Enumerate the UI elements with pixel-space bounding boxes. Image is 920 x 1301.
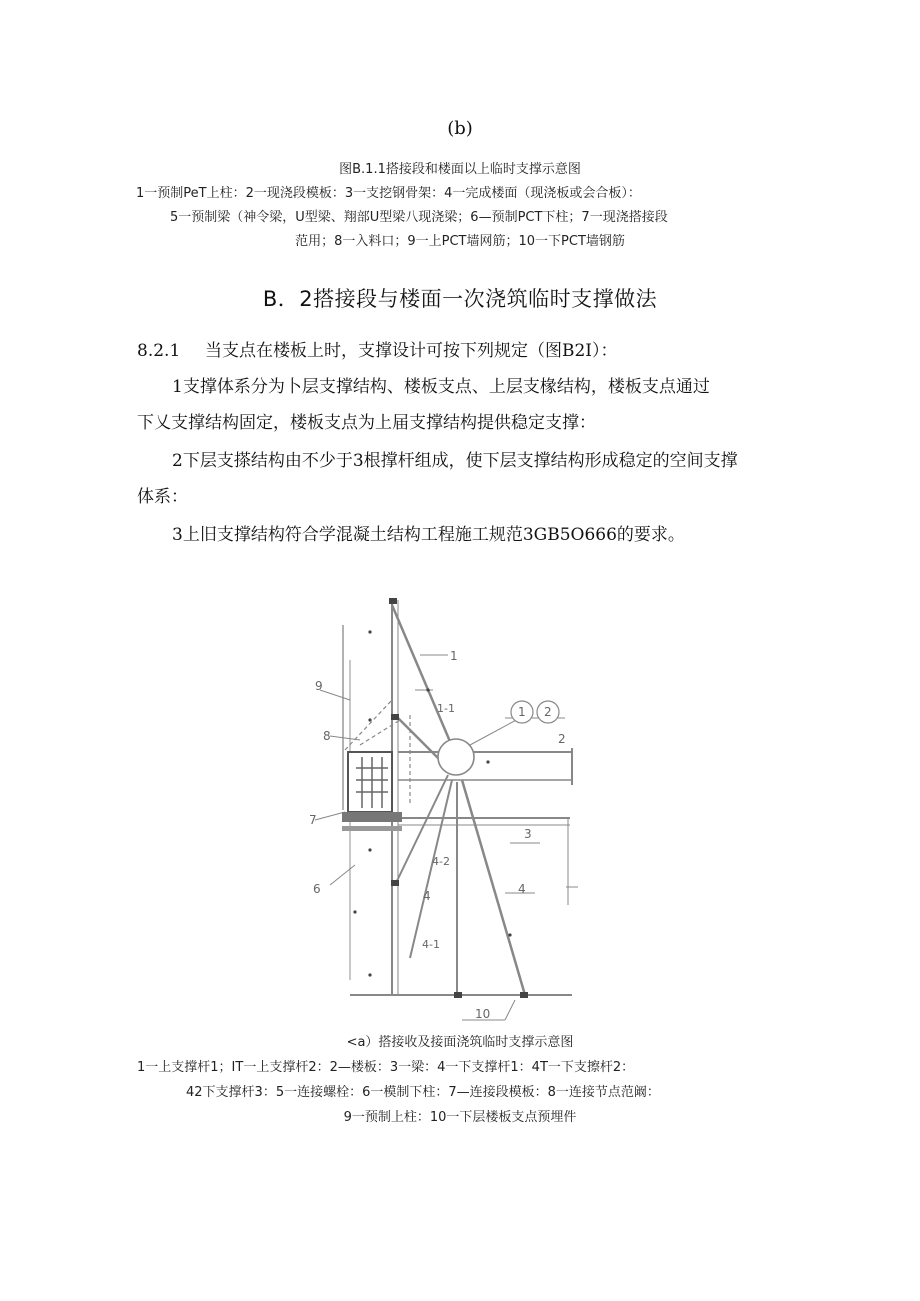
label-circle-1: 1 xyxy=(518,705,526,719)
figure-a-legend-line: 1一上支撑杆1；IT一上支撑杆2：2—楼板：3一梁：4一下支撑杆1：4T一下支擦杆2： xyxy=(137,1060,635,1075)
upper-brace-2 xyxy=(395,715,442,762)
figure-b-legend-line: 范用；8一入料口；9一上PCT墙网筋；10一下PCT墙钢筋 xyxy=(295,234,625,249)
label-10: 10 xyxy=(475,1007,491,1021)
label-3: 3 xyxy=(524,827,532,841)
lower-brace-b xyxy=(410,780,452,958)
label-7: 7 xyxy=(309,813,317,827)
figure-b-legend-line: 5一预制梁（神令梁，U型梁、翔部U型梁八现浇梁；6—预制PCT下柱；7一现浇搭接段 xyxy=(170,210,668,225)
label-9: 9 xyxy=(315,679,323,693)
joint-form-plate xyxy=(342,812,402,822)
figure-a-legend-line: 9一预制上柱：10一下层楼板支点预埋件 xyxy=(343,1110,577,1125)
figure-b-legend-line: 1一预制PeT上柱：2一现浇段模板：3一支挖钢骨架：4一完成楼面（现浇板或会合板）： xyxy=(136,186,641,201)
label-8: 8 xyxy=(323,729,331,743)
label-4-lower: 4 xyxy=(423,889,431,903)
clause-item-3: 3上旧支撑结构符合学混凝土结构工程施工规范3GB5O666的要求。 xyxy=(172,525,685,545)
figure-a-legend-line: 42下支撑杆3：5一连接螺栓：6一模制下柱：7—连接段模板：8一连接节点范阚： xyxy=(186,1085,660,1100)
dashed-line-9a xyxy=(345,700,392,750)
label-4: 4 xyxy=(518,882,526,896)
clause-number: 8.2.1 xyxy=(137,341,181,361)
label-2: 2 xyxy=(558,732,566,746)
clause-item-1-cont: 下乂支撑结构固定，楼板支点为上届支撑结构提供稳定支撑： xyxy=(137,413,596,433)
joint-formwork-box xyxy=(348,752,392,812)
upper-brace-1 xyxy=(392,605,457,758)
figure-a-caption-title: <a）搭接收及接面浇筑临时支撑示意图 xyxy=(346,1035,574,1050)
clause-intro: 当支点在楼板上时，支撑设计可按下列规定（图B2I）： xyxy=(205,341,618,361)
label-1: 1 xyxy=(450,649,458,663)
clause-item-2-cont: 体系： xyxy=(137,487,188,507)
section-heading: B．2搭接段与楼面一次浇筑临时支撑做法 xyxy=(262,287,658,311)
label-1-1: 1-1 xyxy=(437,702,455,715)
joint-form-plate-lower xyxy=(342,826,402,831)
connection-node xyxy=(438,739,474,775)
leader-9 xyxy=(320,690,350,700)
leader-7 xyxy=(315,812,345,820)
figure-b-sub-label: (b) xyxy=(447,118,473,139)
lower-brace-diagonal xyxy=(462,780,525,995)
clause-item-2: 2下层支搽结构由不少于3根撑杆组成，使下层支撑结构形成稳定的空间支撑 xyxy=(172,451,738,471)
label-6: 6 xyxy=(313,882,321,896)
label-4-1: 4-1 xyxy=(422,938,440,951)
label-circle-2: 2 xyxy=(544,705,552,719)
clause-item-1: 1支撑体系分为卜层支撑结构、楼板支点、上层支椽结构，楼板支点通过 xyxy=(172,377,710,397)
leader-circle xyxy=(470,718,520,745)
label-4-2: 4-2 xyxy=(432,855,450,868)
leader-10-tip xyxy=(505,1000,515,1020)
figure-b-caption-title: 图B.1.1搭接段和楼面以上临时支撑示意图 xyxy=(339,162,581,177)
figure-a-drawing xyxy=(290,580,600,1030)
leader-6 xyxy=(330,865,355,885)
dashed-line-9b xyxy=(360,720,400,745)
